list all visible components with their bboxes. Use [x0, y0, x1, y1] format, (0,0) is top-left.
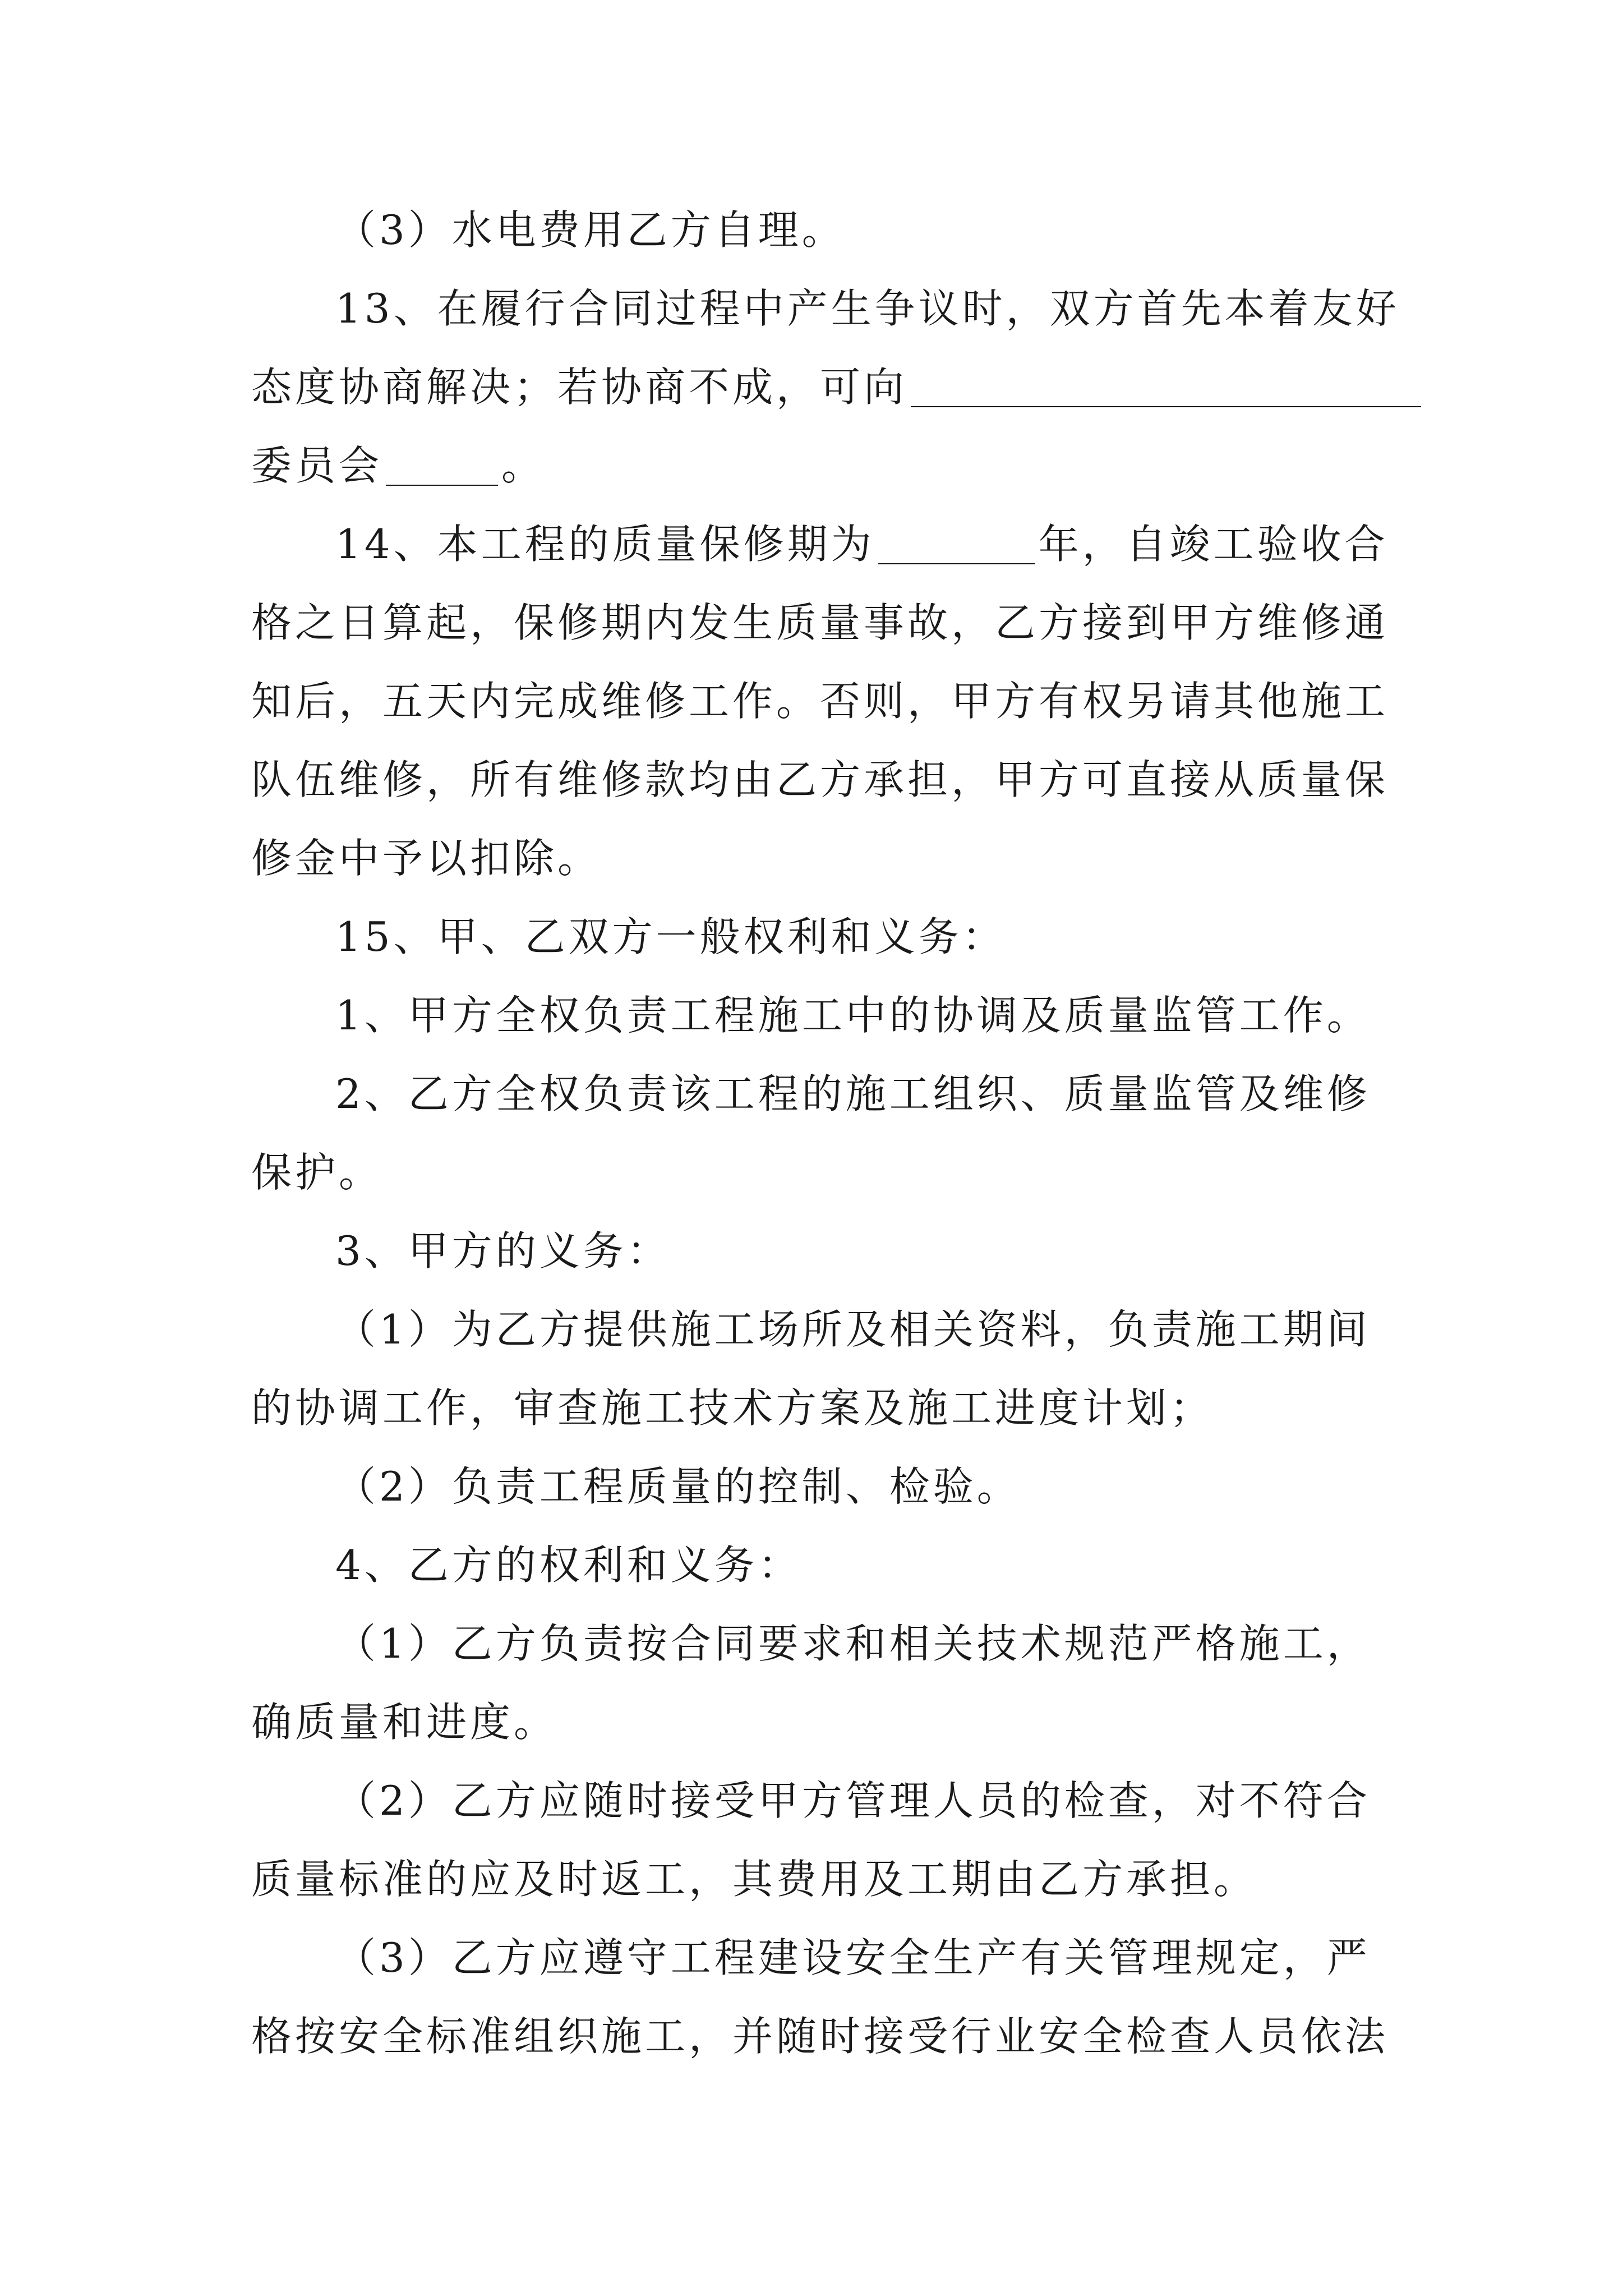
paragraph-line: [251, 1055, 1390, 1133]
text-line: 13、在履行合同过程中产生争议时，双方首先本着友好: [335, 285, 1400, 332]
text-line: 。: [501, 442, 546, 489]
text-line: 修金中予以扣除。: [251, 835, 602, 882]
text-line: 格按安全标准组织施工，并随时接受行业安全检查人员依法: [251, 2013, 1389, 2060]
paragraph-line: [251, 662, 1390, 740]
text-line: （3）乙方应遵守工程建设安全生产有关管理规定，严: [335, 1934, 1371, 1981]
text-line: 的协调工作，审查施工技术方案及施工进度计划；: [251, 1384, 1214, 1432]
text-line: （3）水电费用乙方自理。: [335, 206, 846, 254]
text-line: 格之日算起，保修期内发生质量事故，乙方接到甲方维修通: [251, 599, 1389, 646]
fill-in-blank: [911, 361, 1421, 407]
text-line: 态度协商解决；若协商不成，可向: [251, 364, 908, 411]
text-line: 保护。: [251, 1149, 383, 1196]
paragraph-line: [251, 819, 1390, 898]
paragraph-line: [251, 1212, 1390, 1290]
text-line: （2）负责工程质量的控制、检验。: [335, 1463, 1021, 1510]
text-line: （1）乙方负责按合同要求和相关技术规范严格施工，: [335, 1620, 1371, 1667]
paragraph-line: [251, 1761, 1390, 1840]
paragraph-line: [251, 1918, 1390, 1997]
text-line: 队伍维修，所有维修款均由乙方承担，甲方可直接从质量保: [251, 756, 1389, 803]
paragraph-line: [251, 269, 1400, 348]
text-line: （2）乙方应随时接受甲方管理人员的检查，对不符合: [335, 1777, 1371, 1824]
paragraph-line: [251, 740, 1390, 819]
paragraph-line: [251, 898, 1390, 976]
paragraph-line: [251, 1604, 1390, 1683]
paragraph-line: [251, 426, 1390, 505]
paragraph-line: [251, 1840, 1390, 1918]
paragraph-line: [251, 191, 1390, 269]
text-line: 质量标准的应及时返工，其费用及工期由乙方承担。: [251, 1856, 1258, 1903]
paragraph-line: [251, 1290, 1390, 1369]
paragraph-line: [251, 348, 1390, 426]
paragraph-line: [251, 1133, 1390, 1212]
text-line: 15、甲、乙双方一般权利和义务：: [335, 913, 1006, 960]
text-line: 3、甲方的义务：: [335, 1227, 671, 1274]
text-line: 2、乙方全权负责该工程的施工组织、质量监管及维修: [335, 1070, 1371, 1117]
paragraph-line: [251, 976, 1390, 1055]
paragraph-line: [251, 1447, 1390, 1526]
text-line: （1）为乙方提供施工场所及相关资料，负责施工期间: [335, 1306, 1371, 1353]
document-body: [251, 191, 1400, 2076]
paragraph-line: [251, 1997, 1390, 2076]
paragraph-line: [251, 1683, 1390, 1761]
paragraph-line: [251, 583, 1390, 662]
text-line: 知后，五天内完成维修工作。否则，甲方有权另请其他施工: [251, 678, 1389, 725]
paragraph-line: [251, 505, 1390, 583]
paragraph-line: [251, 1369, 1390, 1447]
fill-in-blank: [878, 518, 1035, 564]
text-line: 4、乙方的权利和义务：: [335, 1542, 802, 1589]
paragraph-line: [251, 1526, 1390, 1604]
text-line: 确质量和进度。: [251, 1699, 558, 1746]
text-line: 年，自竣工验收合: [1038, 521, 1389, 568]
text-line: 委员会: [251, 442, 383, 489]
fill-in-blank: [386, 440, 498, 486]
text-line: 1、甲方全权负责工程施工中的协调及质量监管工作。: [335, 992, 1371, 1039]
text-line: 14、本工程的质量保修期为: [335, 521, 875, 568]
